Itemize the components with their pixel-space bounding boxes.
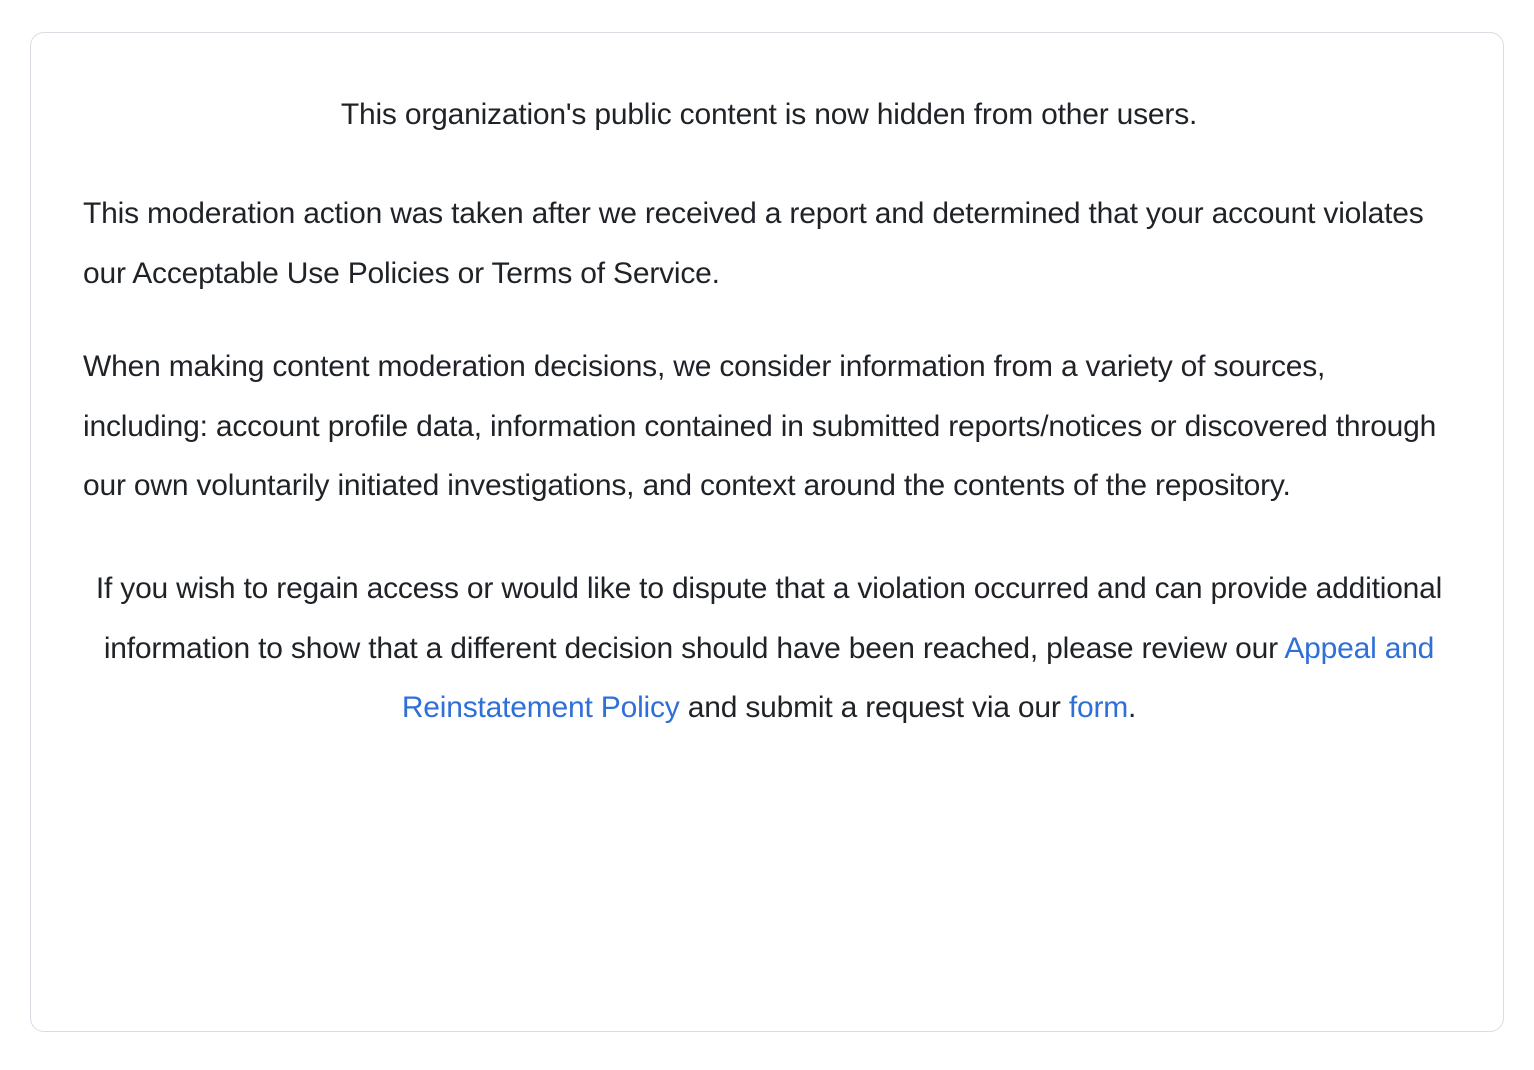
notice-sources-paragraph: When making content moderation decisions, we consider information from a variety of sources, including: account profile data, information contained in submitted reports/notices or discovered through our own voluntarily initiated investigations, and context around the contents of the repository.: [83, 350, 1437, 502]
notice-action-paragraph: This moderation action was taken after we received a report and determined that your account violates our Acceptable Use Policies or Terms of Service.: [83, 197, 1424, 290]
moderation-notice-card: [30, 32, 1504, 1032]
appeal-text-between-links: and submit a request via our: [679, 691, 1069, 725]
notice-body: [83, 85, 1455, 738]
appeal-text-after-links: .: [1128, 691, 1137, 725]
notice-headline: This organization's public content is now hidden from other users.: [340, 98, 1198, 131]
appeal-and-reinstatement-policy-link[interactable]: Appeal and Reinstatement Policy: [401, 631, 1435, 725]
notice-appeal-paragraph: [83, 559, 1455, 737]
appeal-form-link[interactable]: form: [1068, 691, 1129, 725]
appeal-text-before-link: If you wish to regain access or would like to dispute that a violation occurred and can provide additional information to show that a different decision should have been reached, please review our: [95, 572, 1443, 665]
